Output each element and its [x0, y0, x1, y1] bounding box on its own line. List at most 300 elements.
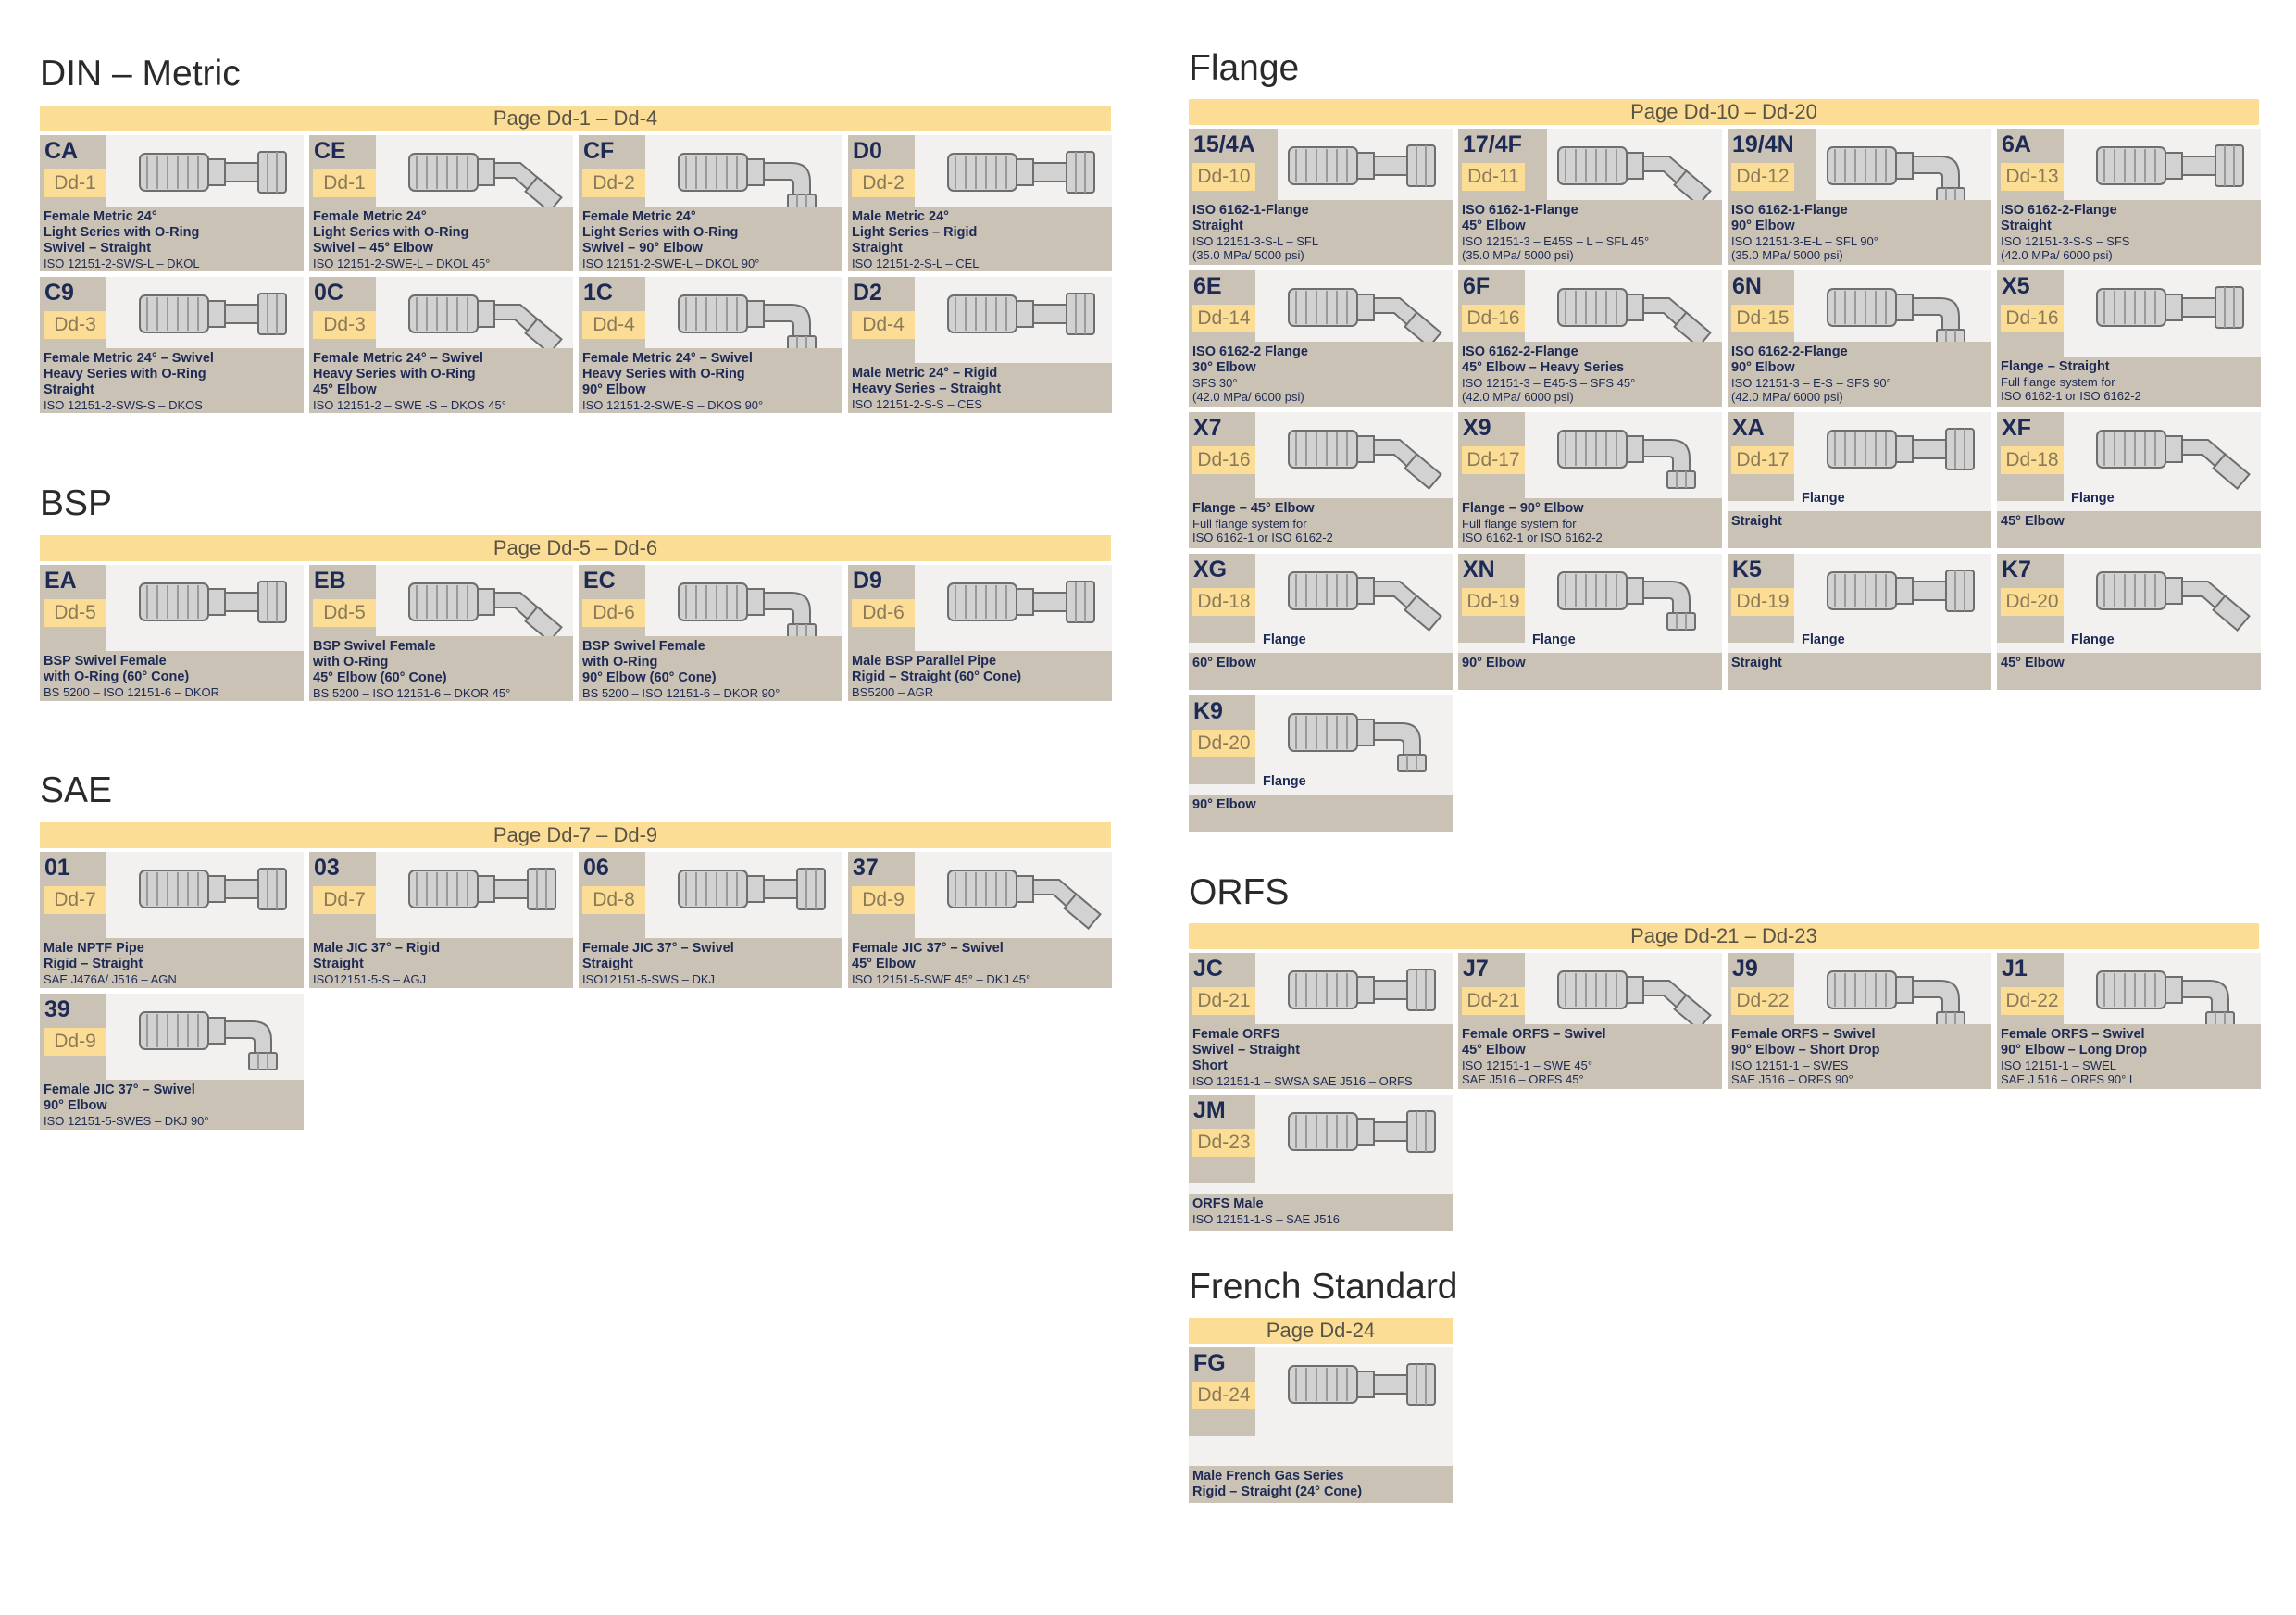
fitting-description	[1997, 491, 2261, 548]
flange-label: Flange	[2071, 491, 2115, 506]
fitting-code: EC	[583, 568, 616, 594]
standard-spec: (35.0 MPa/ 5000 psi)	[1731, 248, 1843, 262]
fitting-illustration	[136, 570, 298, 645]
page-reference-badge: Dd-22	[2001, 987, 2064, 1015]
fitting-illustration	[136, 999, 298, 1073]
page-reference-badge: Dd-2	[852, 169, 915, 197]
page-reference-badge: Dd-16	[1192, 446, 1255, 474]
description-line: Flange – 90° Elbow	[1462, 501, 1584, 516]
fitting-description	[1728, 342, 1991, 407]
fitting-code: K7	[2002, 557, 2031, 582]
standard-spec: (42.0 MPa/ 6000 psi)	[1462, 390, 1574, 404]
page-reference-badge: Dd-1	[44, 169, 106, 197]
standard-spec: BS 5200 – ISO 12151-6 – DKOR	[44, 685, 220, 699]
standard-spec: SAE J 516 – ORFS 90° L	[2001, 1072, 2137, 1086]
flange-label: Flange	[1263, 774, 1306, 789]
page-reference-badge: Dd-21	[1462, 987, 1525, 1015]
fitting-description	[1189, 200, 1453, 265]
description-line: 45° Elbow	[852, 957, 916, 971]
fitting-illustration	[675, 570, 837, 645]
standard-spec: Full flange system for	[1192, 517, 1307, 531]
fitting-card	[848, 277, 1112, 413]
description-line: Male JIC 37° – Rigid	[313, 941, 441, 956]
fitting-card	[1189, 129, 1453, 265]
fitting-card	[1728, 412, 1991, 548]
description-line: Female Metric 24° – Swivel	[44, 351, 214, 366]
fitting-grid	[1189, 1347, 1466, 1503]
description-line: Straight	[582, 957, 633, 971]
fitting-code: J7	[1463, 956, 1489, 982]
standard-spec: ISO 12151-2-S-L – CEL	[852, 257, 980, 270]
fitting-illustration	[136, 141, 298, 215]
fitting-code: X7	[1193, 415, 1222, 441]
page-reference-badge: Dd-23	[1192, 1129, 1255, 1157]
fitting-code: 6A	[2002, 131, 2031, 157]
fitting-code: FG	[1193, 1350, 1226, 1376]
fitting-description	[848, 207, 1112, 271]
page-reference-badge: Dd-5	[44, 599, 106, 627]
page-range-band: Page Dd-7 – Dd-9	[40, 822, 1111, 848]
page-reference-badge: Dd-6	[582, 599, 645, 627]
fitting-description	[309, 636, 573, 701]
standard-spec: ISO 12151-2 – SWE -S – DKOS 45°	[313, 398, 506, 412]
fitting-grid	[1189, 129, 2259, 832]
fitting-code: K9	[1193, 698, 1223, 724]
standard-spec: (42.0 MPa/ 6000 psi)	[1192, 390, 1304, 404]
fitting-description	[579, 348, 842, 413]
description-line: Straight	[44, 382, 94, 397]
description-line: with O-Ring	[313, 655, 389, 670]
fitting-description	[1728, 1024, 1991, 1089]
page-reference-badge: Dd-13	[2001, 163, 2064, 191]
description-line: Female JIC 37° – Swivel	[44, 1083, 195, 1097]
fitting-illustration	[1285, 1353, 1447, 1427]
description-line: Female Metric 24° – Swivel	[582, 351, 753, 366]
standard-spec: ISO 12151-2-SWS-L – DKOL	[44, 257, 200, 270]
fitting-description	[848, 938, 1112, 988]
fitting-illustration	[1554, 134, 1716, 208]
fitting-card	[1189, 270, 1453, 407]
standard-spec: ISO 12151-2-SWE-L – DKOL 90°	[582, 257, 760, 270]
description-line: 45° Elbow	[1462, 219, 1526, 233]
description-line: Female JIC 37° – Swivel	[852, 941, 1004, 956]
description-line: ORFS Male	[1192, 1196, 1264, 1211]
section-flange	[1189, 46, 2259, 832]
fitting-code: EA	[44, 568, 77, 594]
fitting-illustration	[2093, 418, 2255, 492]
fitting-code: CF	[583, 138, 615, 164]
fitting-description	[1458, 200, 1722, 265]
fitting-description	[848, 363, 1112, 413]
description-line: 45° Elbow	[2001, 514, 2065, 529]
fitting-illustration	[1554, 276, 1716, 350]
fitting-illustration	[1824, 418, 1986, 492]
standard-spec: Full flange system for	[1462, 517, 1577, 531]
description-line: Swivel – 90° Elbow	[582, 241, 703, 256]
fitting-illustration	[406, 282, 568, 357]
page-reference-badge: Dd-22	[1731, 987, 1794, 1015]
fitting-code: D2	[853, 280, 882, 306]
description-line: 90° Elbow – Short Drop	[1731, 1043, 1880, 1058]
flange-label: Flange	[2071, 632, 2115, 647]
fitting-card	[1458, 953, 1722, 1089]
page-reference-badge: Dd-12	[1731, 163, 1794, 191]
fitting-code: C9	[44, 280, 74, 306]
standard-spec: ISO 12151-2-SWS-S – DKOS	[44, 398, 203, 412]
fitting-card	[309, 565, 573, 701]
fitting-illustration	[1554, 418, 1716, 492]
fitting-code: XF	[2002, 415, 2031, 441]
fitting-illustration	[2093, 559, 2255, 633]
section-title: SAE	[40, 770, 113, 810]
fitting-illustration	[675, 282, 837, 357]
fitting-illustration	[944, 570, 1106, 645]
standard-spec: ISO 12151-3 – E-S – SFS 90°	[1731, 376, 1891, 390]
page-reference-badge: Dd-18	[1192, 588, 1255, 616]
description-line: Straight	[852, 241, 903, 256]
page-reference-badge: Dd-7	[44, 886, 106, 914]
fitting-code: 01	[44, 855, 70, 881]
fitting-card	[1189, 953, 1453, 1089]
fitting-illustration	[1285, 134, 1447, 208]
fitting-code: 1C	[583, 280, 613, 306]
fitting-card	[579, 135, 842, 271]
fitting-code: 39	[44, 996, 70, 1022]
fitting-code: JC	[1193, 956, 1223, 982]
flange-label: Flange	[1532, 632, 1576, 647]
fitting-illustration	[944, 141, 1106, 215]
page-reference-badge: Dd-10	[1192, 163, 1255, 191]
fitting-description	[1997, 632, 2261, 690]
description-line: Female Metric 24°	[44, 209, 157, 224]
fitting-code: EB	[314, 568, 346, 594]
description-line: ISO 6162-2-Flange	[1731, 344, 1848, 359]
standard-spec: ISO12151-5-SWS – DKJ	[582, 972, 716, 986]
fitting-grid	[1189, 953, 2259, 1231]
fitting-description	[309, 938, 573, 988]
fitting-illustration	[1824, 134, 1986, 208]
fitting-code: D0	[853, 138, 882, 164]
description-line: Short	[1192, 1058, 1228, 1073]
description-line: 60° Elbow	[1192, 656, 1256, 670]
description-line: Female ORFS – Swivel	[2001, 1027, 2145, 1042]
standard-spec: SFS 30°	[1192, 376, 1238, 390]
fitting-code: JM	[1193, 1097, 1226, 1123]
fitting-card	[1728, 270, 1991, 407]
fitting-description	[40, 938, 304, 988]
standard-spec: ISO 12151-1 – SWE 45°	[1462, 1058, 1593, 1072]
description-line: Straight	[1192, 219, 1243, 233]
fitting-illustration	[675, 141, 837, 215]
description-line: Female ORFS – Swivel	[1462, 1027, 1606, 1042]
description-line: Female Metric 24°	[313, 209, 427, 224]
fitting-description	[579, 938, 842, 988]
section-title: ORFS	[1189, 872, 1290, 912]
section-title: DIN – Metric	[40, 54, 241, 94]
fitting-illustration	[136, 858, 298, 932]
description-line: Heavy Series with O-Ring	[313, 367, 476, 382]
fitting-description	[1189, 1024, 1453, 1089]
page-reference-badge: Dd-4	[582, 311, 645, 339]
section-title: French Standard	[1189, 1267, 1458, 1307]
page-range-band: Page Dd-5 – Dd-6	[40, 535, 1111, 561]
fitting-illustration	[675, 858, 837, 932]
section-bsp	[40, 482, 1111, 701]
fitting-card	[40, 277, 304, 413]
page-reference-badge: Dd-6	[852, 599, 915, 627]
fitting-code: J9	[1732, 956, 1758, 982]
fitting-card	[848, 135, 1112, 271]
page-range-band: Page Dd-1 – Dd-4	[40, 106, 1111, 131]
page-reference-badge: Dd-9	[44, 1028, 106, 1056]
description-line: with O-Ring	[582, 655, 658, 670]
standard-spec: ISO 12151-2-SWE-S – DKOS 90°	[582, 398, 764, 412]
standard-spec: SAE J516 – ORFS 90°	[1731, 1072, 1853, 1086]
fitting-code: XA	[1732, 415, 1765, 441]
fitting-card	[40, 994, 304, 1130]
fitting-description	[1728, 632, 1991, 690]
description-line: with O-Ring (60° Cone)	[44, 670, 190, 684]
fitting-description	[1728, 491, 1991, 548]
description-line: 90° Elbow	[1731, 360, 1795, 375]
description-line: Straight	[1731, 514, 1782, 529]
description-line: 90° Elbow	[582, 382, 646, 397]
page-reference-badge: Dd-16	[2001, 305, 2064, 332]
description-line: 90° Elbow – Long Drop	[2001, 1043, 2148, 1058]
fitting-code: D9	[853, 568, 882, 594]
page-reference-badge: Dd-17	[1731, 446, 1794, 474]
fitting-card	[40, 135, 304, 271]
fitting-card	[1458, 129, 1722, 265]
description-line: BSP Swivel Female	[313, 639, 436, 654]
fitting-code: XG	[1193, 557, 1228, 582]
page-range-band: Page Dd-10 – Dd-20	[1189, 99, 2259, 125]
standard-spec: BS5200 – AGR	[852, 685, 934, 699]
fitting-code: 6E	[1193, 273, 1222, 299]
fitting-code: X5	[2002, 273, 2030, 299]
fitting-card	[1997, 554, 2261, 690]
description-line: Straight	[1731, 656, 1782, 670]
fitting-description	[40, 1080, 304, 1130]
description-line: ISO 6162-2-Flange	[2001, 203, 2117, 218]
page-reference-badge: Dd-3	[44, 311, 106, 339]
standard-spec: BS 5200 – ISO 12151-6 – DKOR 45°	[313, 686, 511, 700]
fitting-card	[1728, 129, 1991, 265]
standard-spec: ISO 12151-3 – E45-S – SFS 45°	[1462, 376, 1636, 390]
fitting-grid	[40, 565, 1111, 701]
fitting-code: 0C	[314, 280, 343, 306]
description-line: ISO 6162-1-Flange	[1731, 203, 1848, 218]
description-line: 45° Elbow	[313, 382, 377, 397]
standard-spec: ISO 12151-1-S – SAE J516	[1192, 1212, 1340, 1226]
page-reference-badge: Dd-16	[1462, 305, 1525, 332]
fitting-description	[309, 348, 573, 413]
flange-label: Flange	[1263, 632, 1306, 647]
fitting-code: 15/4A	[1193, 131, 1255, 157]
fitting-illustration	[1285, 701, 1447, 775]
fitting-description	[1189, 498, 1453, 548]
fitting-description	[1458, 498, 1722, 548]
description-line: Swivel – 45° Elbow	[313, 241, 433, 256]
description-line: ISO 6162-2 Flange	[1192, 344, 1308, 359]
fitting-illustration	[1285, 958, 1447, 1033]
flange-label: Flange	[1802, 491, 1845, 506]
fitting-card	[1189, 695, 1453, 832]
fitting-code: X9	[1463, 415, 1491, 441]
fitting-card	[1189, 554, 1453, 690]
description-line: Flange – 45° Elbow	[1192, 501, 1315, 516]
standard-spec: (35.0 MPa/ 5000 psi)	[1462, 248, 1574, 262]
section-french-standard	[1189, 1265, 1466, 1503]
fitting-code: CA	[44, 138, 79, 164]
description-line: ISO 6162-2-Flange	[1462, 344, 1578, 359]
page-reference-badge: Dd-14	[1192, 305, 1255, 332]
fitting-card	[1458, 554, 1722, 690]
fitting-description	[1458, 342, 1722, 407]
fitting-card	[309, 135, 573, 271]
fitting-description	[579, 207, 842, 271]
standard-spec: (42.0 MPa/ 6000 psi)	[1731, 390, 1843, 404]
fitting-card	[579, 565, 842, 701]
fitting-card	[1458, 270, 1722, 407]
description-line: 90° Elbow	[1462, 656, 1526, 670]
standard-spec: ISO 12151-1 – SWSA SAE J516 – ORFS	[1192, 1074, 1413, 1088]
page-reference-badge: Dd-20	[2001, 588, 2064, 616]
fitting-card	[1189, 1095, 1453, 1231]
description-line: Light Series with O-Ring	[582, 225, 739, 240]
description-line: ISO 6162-1-Flange	[1192, 203, 1309, 218]
description-line: Female JIC 37° – Swivel	[582, 941, 734, 956]
fitting-card	[40, 565, 304, 701]
fitting-grid	[40, 852, 1111, 1130]
fitting-illustration	[1285, 559, 1447, 633]
fitting-description	[40, 207, 304, 271]
flange-label: Flange	[1802, 632, 1845, 647]
fitting-code: J1	[2002, 956, 2028, 982]
standard-spec: (35.0 MPa/ 5000 psi)	[1192, 248, 1304, 262]
standard-spec: ISO 12151-2-S-S – CES	[852, 397, 982, 411]
description-line: Male BSP Parallel Pipe	[852, 654, 997, 669]
page-reference-badge: Dd-24	[1192, 1382, 1255, 1409]
fitting-illustration	[944, 282, 1106, 357]
fitting-description	[40, 651, 304, 701]
description-line: Rigid – Straight	[44, 957, 144, 971]
page-reference-badge: Dd-18	[2001, 446, 2064, 474]
fitting-description	[1189, 342, 1453, 407]
description-line: 45° Elbow	[1462, 1043, 1526, 1058]
fitting-card	[1997, 412, 2261, 548]
fitting-card	[309, 277, 573, 413]
fitting-code: CE	[314, 138, 346, 164]
description-line: Male Metric 24°	[852, 209, 949, 224]
fitting-illustration	[1824, 958, 1986, 1033]
page-reference-badge: Dd-19	[1731, 588, 1794, 616]
section-title: BSP	[40, 483, 113, 523]
description-line: Male Metric 24° – Rigid	[852, 366, 998, 381]
fitting-description	[1997, 200, 2261, 265]
description-line: BSP Swivel Female	[582, 639, 705, 654]
fitting-code: 06	[583, 855, 609, 881]
standard-spec: ISO 12151-3-S-S – SFS	[2001, 234, 2130, 248]
fitting-code: K5	[1732, 557, 1762, 582]
fitting-description	[40, 348, 304, 413]
description-line: Female ORFS – Swivel	[1731, 1027, 1876, 1042]
fitting-grid	[40, 135, 1111, 413]
standard-spec: ISO 12151-1 – SWEL	[2001, 1058, 2117, 1072]
standard-spec: ISO 6162-1 or ISO 6162-2	[1462, 531, 1603, 545]
fitting-card	[1997, 129, 2261, 265]
section-orfs	[1189, 870, 2259, 1231]
fitting-illustration	[1824, 276, 1986, 350]
fitting-card	[309, 852, 573, 988]
page-reference-badge: Dd-5	[313, 599, 376, 627]
description-line: Flange – Straight	[2001, 359, 2110, 374]
page-reference-badge: Dd-21	[1192, 987, 1255, 1015]
fitting-code: 17/4F	[1463, 131, 1522, 157]
description-line: Male French Gas Series	[1192, 1469, 1344, 1484]
standard-spec: ISO 12151-3 – E45S – L – SFL 45°	[1462, 234, 1650, 248]
description-line: 90° Elbow	[1731, 219, 1795, 233]
description-line: Male NPTF Pipe	[44, 941, 144, 956]
page-reference-badge: Dd-17	[1462, 446, 1525, 474]
fitting-illustration	[406, 858, 568, 932]
description-line: Heavy Series – Straight	[852, 382, 1002, 396]
description-line: Female ORFS	[1192, 1027, 1280, 1042]
page-reference-badge: Dd-7	[313, 886, 376, 914]
fitting-code: 19/4N	[1732, 131, 1794, 157]
fitting-code: 37	[853, 855, 879, 881]
fitting-card	[1997, 953, 2261, 1089]
description-line: Light Series – Rigid	[852, 225, 978, 240]
fitting-description	[1189, 632, 1453, 690]
fitting-illustration	[2093, 134, 2255, 208]
fitting-card	[579, 277, 842, 413]
page-range-band: Page Dd-24	[1189, 1318, 1453, 1344]
standard-spec: ISO 12151-2-SWE-L – DKOL 45°	[313, 257, 491, 270]
page-reference-badge: Dd-8	[582, 886, 645, 914]
fitting-description	[1728, 200, 1991, 265]
standard-spec: ISO 6162-1 or ISO 6162-2	[1192, 531, 1333, 545]
page-reference-badge: Dd-20	[1192, 730, 1255, 757]
standard-spec: BS 5200 – ISO 12151-6 – DKOR 90°	[582, 686, 780, 700]
standard-spec: ISO 6162-1 or ISO 6162-2	[2001, 389, 2141, 403]
description-line: 45° Elbow	[2001, 656, 2065, 670]
standard-spec: ISO 12151-3-S-L – SFL	[1192, 234, 1319, 248]
standard-spec: ISO 12151-5-SWE 45° – DKJ 45°	[852, 972, 1031, 986]
fitting-card	[1189, 412, 1453, 548]
fitting-illustration	[1554, 958, 1716, 1033]
description-line: Straight	[313, 957, 364, 971]
page-reference-badge: Dd-2	[582, 169, 645, 197]
standard-spec: ISO12151-5-S – AGJ	[313, 972, 427, 986]
description-line: Heavy Series with O-Ring	[582, 367, 745, 382]
fitting-description	[1458, 632, 1722, 690]
description-line: Light Series with O-Ring	[313, 225, 469, 240]
fitting-description	[309, 207, 573, 271]
page-reference-badge: Dd-15	[1731, 305, 1794, 332]
page-reference-badge: Dd-9	[852, 886, 915, 914]
description-line: 45° Elbow (60° Cone)	[313, 670, 447, 685]
section-din-metric	[40, 52, 1111, 413]
page-reference-badge: Dd-19	[1462, 588, 1525, 616]
fitting-card	[1728, 953, 1991, 1089]
fitting-card	[579, 852, 842, 988]
fitting-description	[1189, 774, 1453, 832]
fitting-card	[1458, 412, 1722, 548]
fitting-card	[848, 565, 1112, 701]
description-line: 90° Elbow	[1192, 797, 1256, 812]
fitting-illustration	[406, 141, 568, 215]
